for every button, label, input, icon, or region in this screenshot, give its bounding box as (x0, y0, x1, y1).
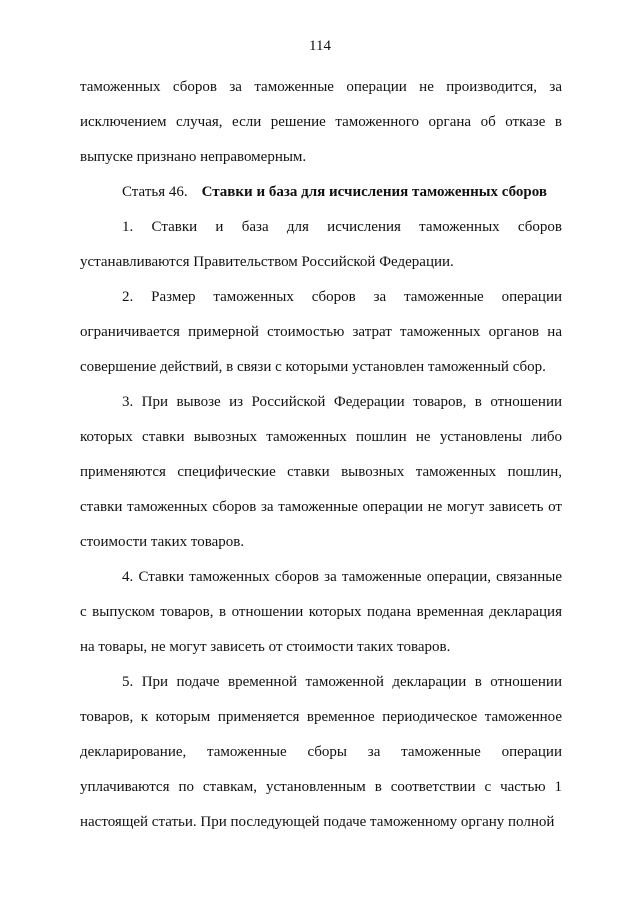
paragraph-continuation: таможенных сборов за таможенные операции не производится, за исключением случая, если решение таможенного органа об отказе в выпуске признано неправомерным. (80, 79, 562, 165)
paragraph-4: 4. Ставки таможенных сборов за таможенные операции, связанные с выпуском товаров, в отношении которых подана временная декларация на товары, не могут зависеть от стоимости таких товаров. (80, 569, 562, 655)
paragraph-1: 1. Ставки и база для исчисления таможенных сборов устанавливаются Правительством Российской Федерации. (80, 219, 562, 270)
page-number: 114 (309, 38, 331, 54)
paragraph-3: 3. При вывозе из Российской Федерации товаров, в отношении которых ставки вывозных таможенных пошлин не установлены либо применяются специфические ставки вывозных таможенных пошлин, ставки таможенных сборов за таможенные операции не могут зависеть от стоимости таких товаров. (80, 394, 562, 550)
paragraph-5: 5. При подаче временной таможенной декларации в отношении товаров, к которым применяется временное периодическое таможенное декларирование, таможенные сборы за таможенные операции уплачиваются по ставкам, установленным в соответствии с частью 1 настоящей статьи. При последующей подаче таможенному органу полной (80, 674, 562, 830)
article-heading (80, 175, 562, 210)
article-label: Статья 46. (122, 184, 188, 200)
paragraph-2: 2. Размер таможенных сборов за таможенные операции ограничивается примерной стоимостью затрат таможенных органов на совершение действий, в связи с которыми установлен таможенный сбор. (80, 289, 562, 375)
document-body (80, 70, 562, 840)
article-title: Ставки и база для исчисления таможенных сборов (201, 184, 547, 200)
